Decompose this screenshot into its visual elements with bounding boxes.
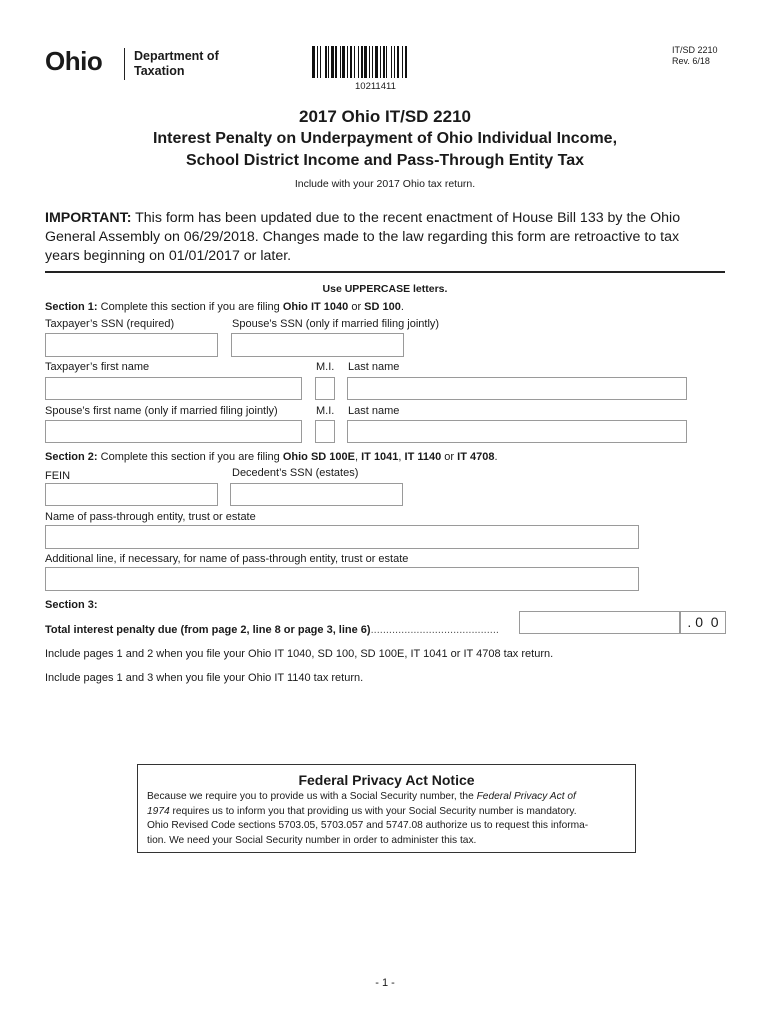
spouse-mi-label: M.I. — [316, 405, 335, 417]
form-subtitle-line1: Interest Penalty on Underpayment of Ohio Individual Income, — [152, 130, 618, 147]
important-line1: This form has been updated due to the recent enactment of House Bill 133 by the Ohio — [131, 210, 681, 226]
entity-name-label: Name of pass-through entity, trust or estate — [45, 511, 256, 523]
spouse-mi-field[interactable] — [315, 420, 335, 443]
form-subtitle-line2: School District Income and Pass-Through Entity Tax — [186, 152, 584, 169]
logo-divider — [124, 48, 125, 80]
barcode — [312, 46, 460, 78]
barcode-bar — [312, 46, 315, 78]
department-line2: Taxation — [134, 64, 185, 78]
page-number: - 1 - — [375, 977, 395, 989]
barcode-bar — [342, 46, 345, 78]
barcode-bar — [380, 46, 381, 78]
privacy-notice-box — [137, 764, 636, 853]
important-notice — [45, 209, 735, 266]
form-title: 2017 Ohio IT/SD 2210 — [299, 107, 471, 126]
uppercase-note: Use UPPERCASE letters. — [322, 283, 448, 295]
privacy-notice-text: Because we require you to provide us with a Social Security number, the Federal Privacy Act of 1974 requires us to inform you that providing us with your Social Security number is mandatory. Ohio Revised Code sections 5703.05, 5703.057 and 5747.08 authorize us to request this informa- tion. We need your Social Security number in order to administer this tax. — [147, 791, 589, 846]
barcode-bar — [391, 46, 392, 78]
privacy-notice-title: Federal Privacy Act Notice — [298, 772, 475, 788]
section2-heading: Section 2: Complete this section if you are filing Ohio SD 100E, IT 1041, IT 1140 or IT 4708. — [45, 451, 498, 463]
barcode-bar — [402, 46, 403, 78]
barcode-bar — [383, 46, 385, 78]
form-revision: Rev. 6/18 — [672, 56, 710, 66]
department-line1: Department of — [134, 49, 219, 63]
total-penalty-label: Total interest penalty due (from page 2, line 8 or page 3, line 6).......................................... — [45, 624, 499, 636]
barcode-bar — [386, 46, 387, 78]
barcode-bar — [405, 46, 407, 78]
barcode-bar — [335, 46, 337, 78]
spouse-ssn-label: Spouse’s SSN (only if married filing jointly) — [232, 318, 440, 330]
barcode-bar — [375, 46, 378, 78]
barcode-bar — [372, 46, 373, 78]
barcode-bar — [361, 46, 363, 78]
rule — [45, 271, 725, 273]
barcode-bar — [350, 46, 352, 78]
barcode-bar — [340, 46, 341, 78]
barcode-number: 10211411 — [355, 81, 396, 92]
taxpayer-last-name-label: Last name — [348, 361, 400, 373]
spouse-first-name-field[interactable] — [45, 420, 302, 443]
taxpayer-ssn-field[interactable] — [45, 333, 218, 357]
decedent-ssn-field[interactable] — [230, 483, 403, 506]
decedent-ssn-label: Decedent’s SSN (estates) — [232, 467, 359, 479]
barcode-bar — [347, 46, 348, 78]
taxpayer-first-name-field[interactable] — [45, 377, 302, 400]
taxpayer-mi-field[interactable] — [315, 377, 335, 400]
additional-line-field[interactable] — [45, 567, 639, 591]
barcode-bar — [328, 46, 329, 78]
taxpayer-last-name-field[interactable] — [347, 377, 687, 400]
total-penalty-field[interactable] — [519, 611, 680, 634]
important-line2: General Assembly on 06/29/2018. Changes made to the law regarding this form are retroactive to tax — [45, 229, 680, 245]
barcode-bar — [364, 46, 367, 78]
barcode-bar — [354, 46, 355, 78]
barcode-bar — [394, 46, 395, 78]
taxpayer-mi-label: M.I. — [316, 361, 335, 373]
barcode-bar — [358, 46, 359, 78]
section1-heading: Section 1: Complete this section if you are filing Ohio IT 1040 or SD 100. — [45, 301, 404, 313]
ohio-logo: Ohio — [45, 46, 103, 76]
spouse-ssn-field[interactable] — [231, 333, 404, 357]
entity-name-field[interactable] — [45, 525, 639, 549]
taxpayer-first-name-label: Taxpayer’s first name — [45, 361, 150, 373]
total-penalty-cents-field[interactable]: . 0 0 — [680, 611, 726, 634]
barcode-bar — [331, 46, 334, 78]
additional-line-label: Additional line, if necessary, for name of pass-through entity, trust or estate — [45, 553, 409, 565]
fein-label: FEIN — [45, 470, 71, 482]
taxpayer-ssn-label: Taxpayer’s SSN (required) — [45, 318, 175, 330]
spouse-first-name-label: Spouse’s first name (only if married filing jointly) — [45, 405, 278, 417]
barcode-bar — [320, 46, 321, 78]
important-line3: years beginning on 01/01/2017 or later. — [45, 248, 292, 264]
section3-heading: Section 3: — [45, 599, 98, 611]
spouse-last-name-field[interactable] — [347, 420, 687, 443]
barcode-bar — [369, 46, 370, 78]
important-label: IMPORTANT: — [45, 210, 132, 226]
fein-field[interactable] — [45, 483, 218, 506]
include-note: Include with your 2017 Ohio tax return. — [294, 178, 476, 190]
form-id: IT/SD 2210 — [672, 45, 718, 55]
barcode-bar — [397, 46, 399, 78]
include-pages-note2: Include pages 1 and 3 when you file your Ohio IT 1140 tax return. — [45, 672, 364, 684]
barcode-bar — [317, 46, 318, 78]
barcode-bar — [325, 46, 327, 78]
include-pages-note1: Include pages 1 and 2 when you file your Ohio IT 1040, SD 100, SD 100E, IT 1041 or IT 4708 tax return. — [45, 648, 554, 660]
spouse-last-name-label: Last name — [348, 405, 400, 417]
